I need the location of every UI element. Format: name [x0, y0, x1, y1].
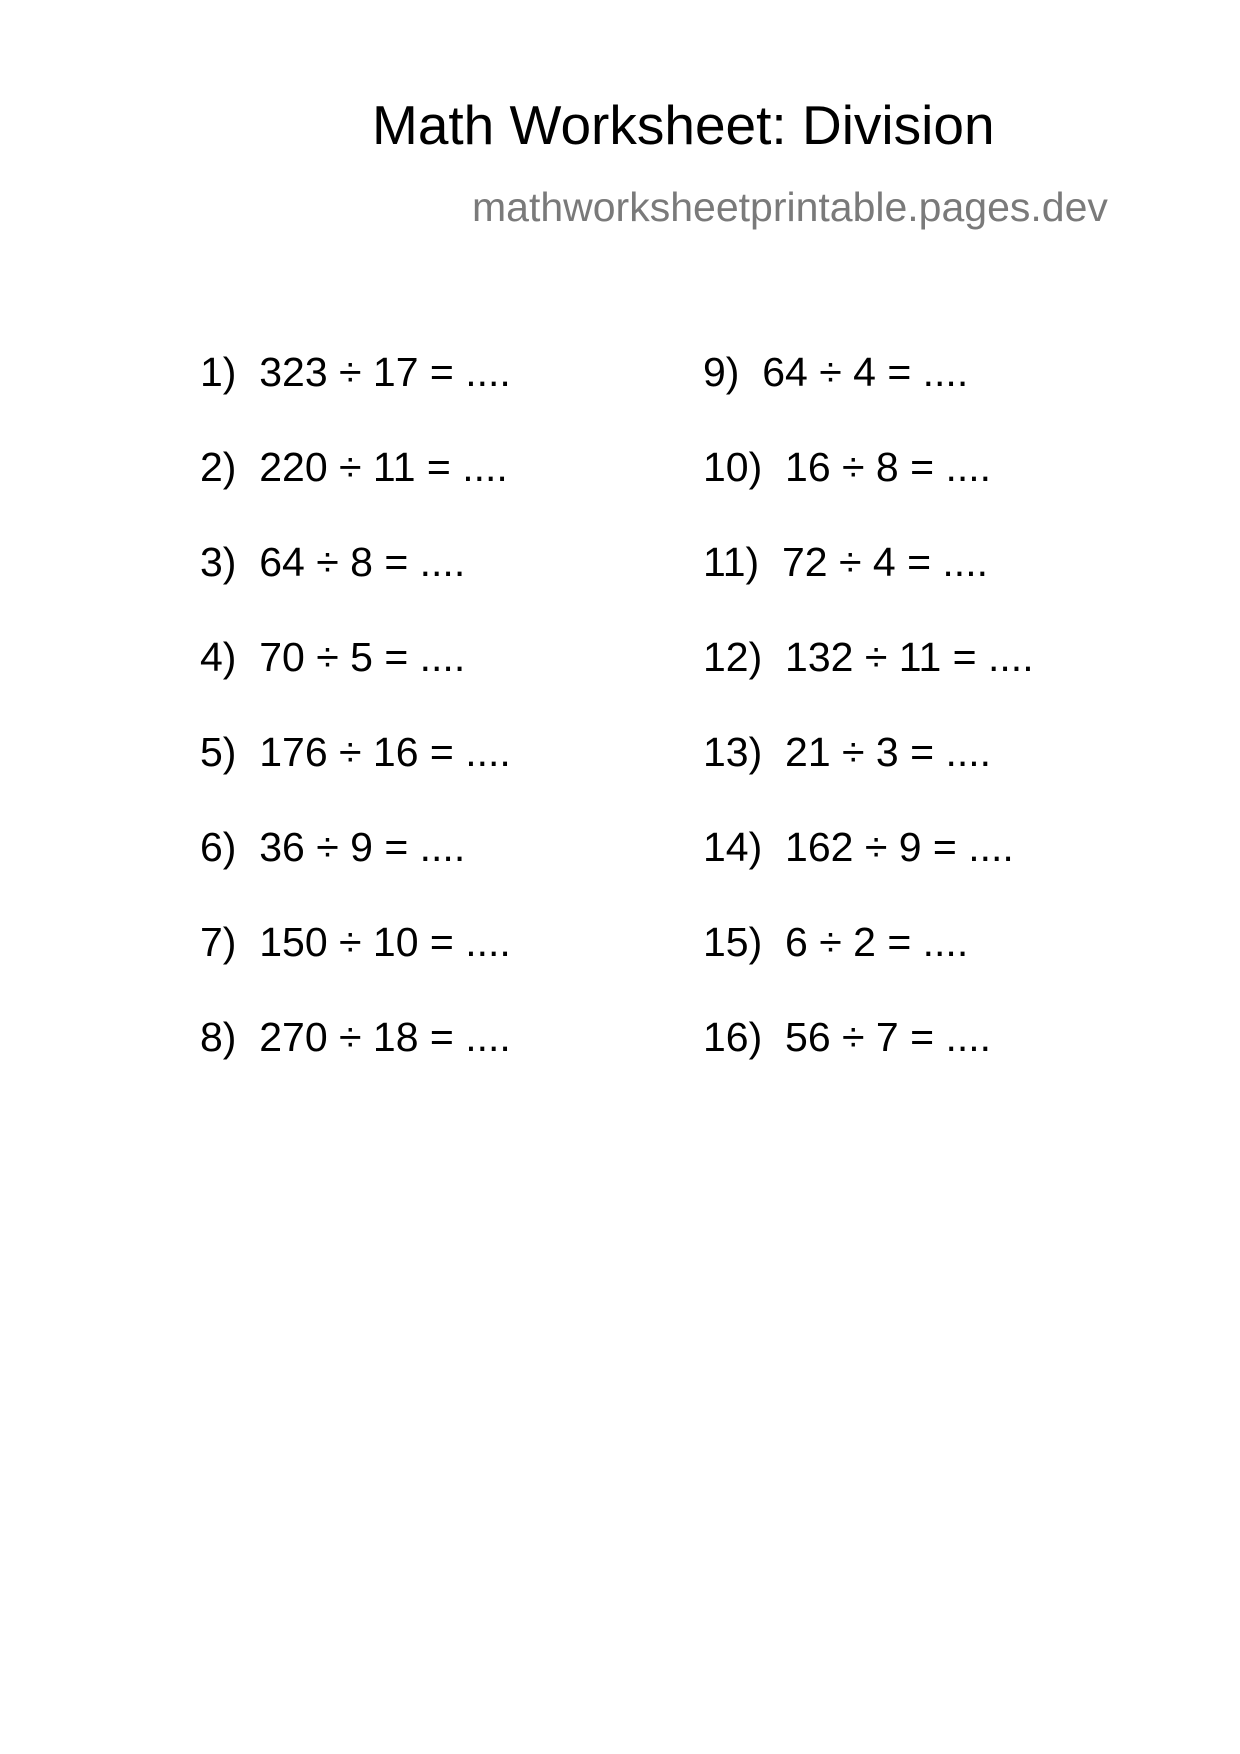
- problem-column-left: [200, 349, 511, 1112]
- problem-11: 11) 72 ÷ 4 = ....: [703, 539, 988, 585]
- problem-15: 15) 6 ÷ 2 = ....: [703, 919, 969, 965]
- problem-6: 6) 36 ÷ 9 = ....: [200, 824, 466, 870]
- problem-4: 4) 70 ÷ 5 = ....: [200, 634, 466, 680]
- problem-7: 7) 150 ÷ 10 = ....: [200, 919, 511, 965]
- problem-column-right: [703, 349, 1034, 1112]
- problem-8: 8) 270 ÷ 18 = ....: [200, 1014, 511, 1060]
- problem-10: 10) 16 ÷ 8 = ....: [703, 444, 992, 490]
- worksheet-source-url: mathworksheetprintable.pages.dev: [472, 184, 1108, 230]
- problem-12: 12) 132 ÷ 11 = ....: [703, 634, 1034, 680]
- problem-2: 2) 220 ÷ 11 = ....: [200, 444, 508, 490]
- problem-9: 9) 64 ÷ 4 = ....: [703, 349, 969, 395]
- problem-3: 3) 64 ÷ 8 = ....: [200, 539, 466, 585]
- problem-1: 1) 323 ÷ 17 = ....: [200, 349, 511, 395]
- problem-14: 14) 162 ÷ 9 = ....: [703, 824, 1014, 870]
- worksheet-title: Math Worksheet: Division: [372, 94, 995, 156]
- problem-16: 16) 56 ÷ 7 = ....: [703, 1014, 992, 1060]
- problem-13: 13) 21 ÷ 3 = ....: [703, 729, 992, 775]
- problem-5: 5) 176 ÷ 16 = ....: [200, 729, 511, 775]
